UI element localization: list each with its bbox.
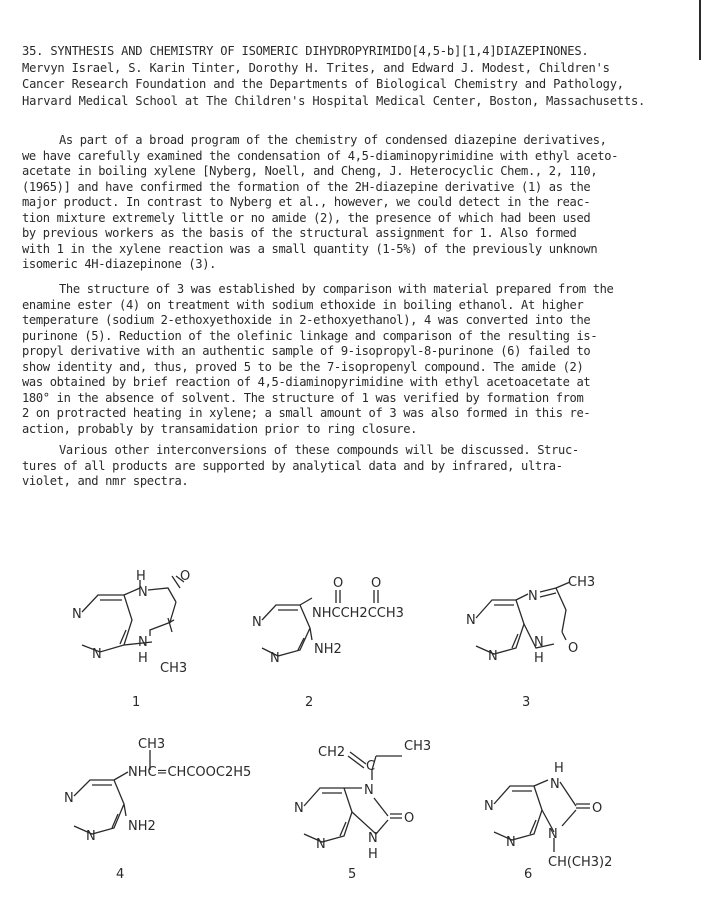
text-line: purinone (5). Reduction of the olefinic linkage and comparison of the resulting is- [22,328,598,343]
structure-6-oxygen: O [592,801,603,816]
structure-5-n-b: N [316,837,326,852]
structure-1-methyl: CH3 [160,661,188,676]
text-line: violet, and nmr spectra. [22,474,189,488]
structure-5-n-bot: N [368,831,378,846]
structure-5-ch2: CH2 [318,745,346,760]
structure-1-pyrimidine-bonds [82,595,132,652]
text-line: propyl derivative with an authentic sample of 9-isopropyl-8-purinone (6) failed to [22,344,591,358]
structure-3-pyrimidine-bonds [476,600,524,654]
structure-6-isopropyl: CH(CH3)2 [548,855,613,870]
text-line: 180° in the absence of solvent. The structure of 1 was verified by formation from [22,390,584,405]
structure-2-amide-chain: NHCCH2CCH3 [312,606,404,621]
structure-4 [64,737,251,882]
text-line: action, probably by transamidation prior to ring closure. [22,421,418,436]
text-line: we have carefully examined the condensation of 4,5-diaminopyrimidine with ethyl aceto- [22,148,619,163]
structure-2-n-b: N [270,651,280,666]
text-line: enamine ester (4) on treatment with sodium ethoxide in boiling ethanol. At higher [22,297,584,312]
structure-6-nh-top: H [554,761,564,776]
structure-3-oxygen: O [568,641,579,656]
structure-3-n-b: N [488,649,498,664]
paragraph-3 [22,443,682,490]
structure-1 [72,569,190,710]
structure-5-n-a: N [294,801,304,816]
structure-2 [252,576,404,710]
structure-1-nh-top: H [136,569,146,584]
structure-3-methyl: CH3 [568,575,596,590]
text-line: (1965)] and have confirmed the formation of the 2H-diazepine derivative (1) as the [22,179,591,194]
structure-1-n-top: N [138,585,148,600]
structure-1-nh-bot: H [138,651,148,666]
structure-1-diazepinone-bonds [124,576,184,645]
structure-6-n-b: N [506,835,516,850]
affiliation-line: Cancer Research Foundation and the Departments of Biological Chemistry and Pathology, [22,77,624,91]
structure-4-methyl: CH3 [138,737,166,752]
structure-5-n-top: N [364,783,374,798]
structure-6-n-a: N [484,799,494,814]
text-line: tion mixture extremely little or no amide (2), the presence of which had been used [22,210,591,225]
text-line: temperature (sodium 2-ethoxyethoxide in 2-ethoxyethanol), 4 was converted into the [22,313,591,327]
structure-1-oxygen: O [180,569,191,584]
page-edge-line [699,0,701,60]
text-line: by previous workers as the basis of the structural assignment for 1. Also formed [22,226,577,240]
text-line: The structure of 3 was established by comparison with material prepared from the [59,282,614,296]
text-line: major product. In contrast to Nyberg et al., however, we could detect in the reac- [22,195,591,209]
structure-6 [484,761,612,882]
structure-5-pyrimidine-bonds [304,788,352,842]
structure-6-pyrimidine-bonds [494,786,542,840]
structures-figure [0,560,704,910]
structure-4-n-b: N [86,829,96,844]
structure-2-carbonyl-bonds [336,590,378,603]
structure-5-label: 5 [348,867,357,882]
structure-2-o2: O [371,576,382,591]
text-line: Various other interconversions of these compounds will be discussed. Struc- [59,443,579,457]
structure-5-oxygen: O [404,811,415,826]
authors-line: Mervyn Israel, S. Karin Tinter, Dorothy H. Trites, and Edward J. Modest, Children's [22,60,610,75]
text-line: acetate in boiling xylene [Nyberg, Noell, and Cheng, J. Heterocyclic Chem., 2, 110, [22,164,598,178]
text-line: tures of all products are supported by analytical data and by infrared, ultra- [22,458,563,473]
structure-4-enamine-chain: NHC=CHCOOC2H5 [128,765,252,780]
structure-3-n-a: N [466,613,476,628]
structure-5-methyl: CH3 [404,739,432,754]
affiliation-line: Harvard Medical School at The Children's Hospital Medical Center, Boston, Massachusetts. [22,93,646,108]
structure-1-n-a: N [72,607,82,622]
title-line: 35. SYNTHESIS AND CHEMISTRY OF ISOMERIC DIHYDROPYRIMIDO[4,5-b][1,4]DIAZEPINONES. [22,44,589,58]
structure-5-c: C [366,759,376,774]
structure-5-nh-bot: H [368,847,378,862]
text-line: with 1 in the xylene reaction was a small quantity (1-5%) of the previously unknown [22,241,598,256]
structure-3 [466,575,595,710]
text-line: isomeric 4H-diazepinone (3). [22,257,217,271]
text-line: was obtained by brief reaction of 4,5-diaminopyrimidine with ethyl acetoacetate at [22,375,591,389]
structure-3-n-top: N [528,589,538,604]
structure-5 [294,739,431,882]
structure-1-label: 1 [132,695,141,710]
paragraph-2 [22,282,682,437]
paragraph-1 [22,133,682,273]
article-header [22,43,682,109]
structure-3-n-bot: N [534,635,544,650]
text-line: As part of a broad program of the chemistry of condensed diazepine derivatives, [59,133,607,147]
text-line: 2 on protracted heating in xylene; a small amount of 3 was also formed in this re- [22,406,591,420]
structure-6-label: 6 [524,867,533,882]
structure-2-pyrimidine-bonds [262,598,312,656]
structure-6-n-bot: N [548,827,558,842]
structure-2-o1: O [333,576,344,591]
structure-6-imidazolone-bonds [534,780,590,852]
structure-3-nh-bot: H [534,651,544,666]
structure-6-n-top: N [550,777,560,792]
structure-2-n-a: N [252,615,262,630]
structure-1-n-b: N [92,647,102,662]
structure-2-amino: NH2 [314,642,342,657]
structure-4-n-a: N [64,791,74,806]
text-line: show identity and, thus, proved 5 to be the 7-isopropenyl compound. The amide (2) [22,359,584,374]
structure-3-label: 3 [522,695,531,710]
structure-4-amino: NH2 [128,819,156,834]
structure-2-label: 2 [305,695,314,710]
structure-4-label: 4 [116,867,125,882]
structure-1-n-bot: N [138,635,148,650]
